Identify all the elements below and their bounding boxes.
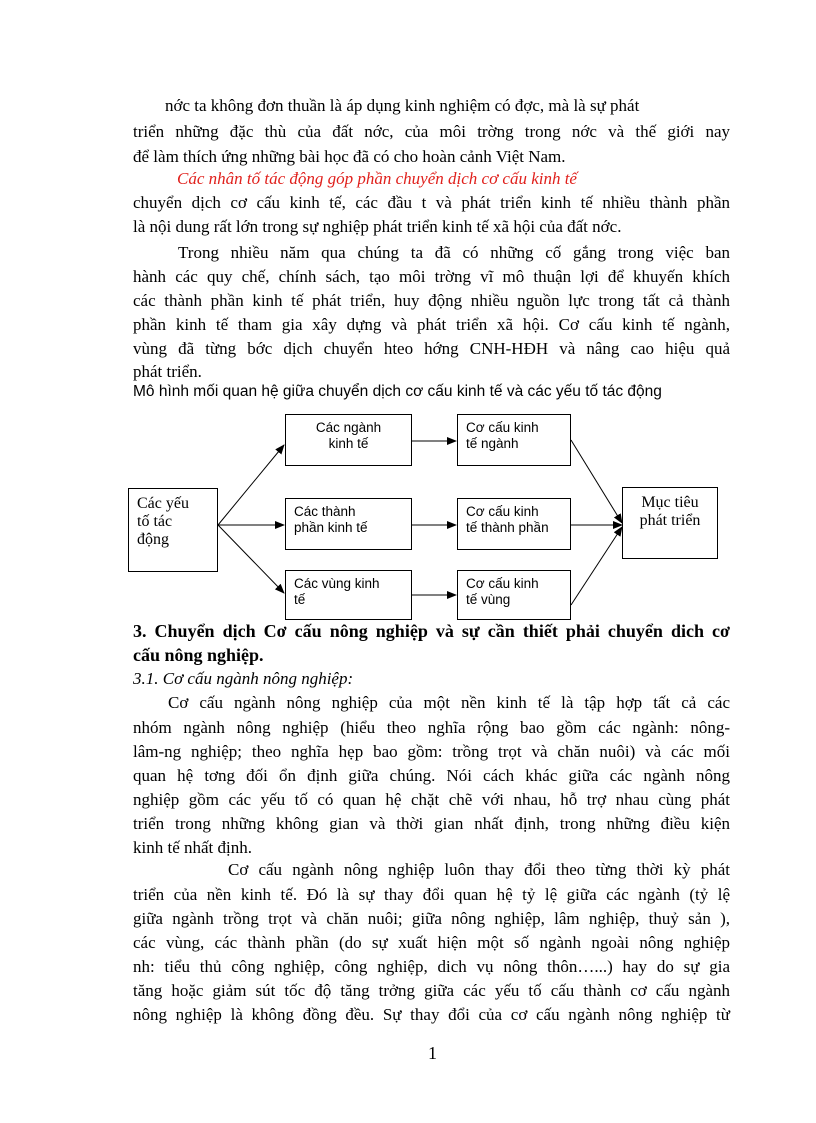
section-heading: 3. Chuyển dịch Cơ cấu nông nghiệp và sự cần thiết phải chuyển dich cơ	[133, 621, 730, 641]
text-line: phát triển.	[133, 362, 202, 381]
text-line: chuyển dịch cơ cấu kinh tế, các đầu t và phát triển kinh tế nhiều thành phần	[133, 193, 730, 212]
arrow-to-goal-3	[571, 527, 622, 605]
text-line: hành các quy chế, chính sách, tạo môi trờng vĩ mô thuận lợi để khuyến khích	[133, 267, 730, 286]
arrow-left-to-nganh	[218, 445, 284, 525]
box-co-cau-vung: Cơ cấu kinh tế vùng	[457, 570, 571, 620]
text-line: các thành phần kinh tế phát triển, huy động nhiều nguồn lực trong tất cả thành	[133, 291, 730, 310]
text-line: nớc ta không đơn thuần là áp dụng kinh nghiệm có đợc, mà là sự phát	[165, 96, 640, 115]
text-line: Cơ cấu ngành nông nghiệp luôn thay đổi theo từng thời kỳ phát	[228, 860, 730, 879]
box-cac-thanh-phan: Các thành phần kinh tế	[285, 498, 412, 550]
text-line: triển trong những không gian và thời gian nhất định, trong những điều kiện	[133, 814, 730, 833]
box-co-cau-thanh-phan: Cơ cấu kinh tế thành phần	[457, 498, 571, 550]
text-line: triển của nền kinh tế. Đó là sự thay đổi quan hệ tỷ lệ giữa các ngành (tỷ lệ	[133, 885, 730, 904]
text-line: là nội dung rất lớn trong sự nghiệp phát triển kinh tế xã hội của đất nớc.	[133, 217, 622, 236]
text-line: các vùng, các thành phần (do sự xuất hiện một số ngành ngoài nông nghiệp	[133, 933, 730, 952]
text-line: vùng đã từng bớc dịch chuyển hteo hớng CNH-HĐH và nâng cao hiệu quả	[133, 339, 730, 358]
box-co-cau-nganh: Cơ cấu kinh tế ngành	[457, 414, 571, 466]
factors-box: Các yếu tố tác động	[128, 488, 218, 572]
text-line: nghiệp gồm các yếu tố có quan hệ chặt chẽ với nhau, hỗ trợ nhau cùng phát	[133, 790, 730, 809]
text-line: tăng hoặc giảm sút tốc độ tăng trởng giữa các yếu tố cấu thành cơ cấu ngành	[133, 981, 730, 1000]
box-cac-vung: Các vùng kinh tế	[285, 570, 412, 620]
text-line: Trong nhiều năm qua chúng ta đã có những cố gắng trong việc ban	[178, 243, 730, 262]
text-line: nông nghiệp là không đồng đều. Sự thay đổi của cơ cấu ngành nông nghiệp từ	[133, 1005, 730, 1024]
subheading: 3.1. Cơ cấu ngành nông nghiệp:	[133, 669, 354, 688]
text-line: quan hệ tơng đối ổn định giữa chúng. Nói cách khác giữa các ngành nông	[133, 766, 730, 785]
text-line: giữa ngành trồng trọt và chăn nuôi; giữa nông nghiệp, lâm nghiệp, thuỷ sản ),	[133, 909, 730, 928]
text-line: nhóm ngành nông nghiệp (hiểu theo nghĩa rộng bao gồm các ngành: nông-	[133, 718, 730, 737]
box-cac-nganh: Các ngành kinh tế	[285, 414, 412, 466]
arrow-left-to-vung	[218, 525, 284, 593]
arrow-to-goal-1	[571, 440, 622, 523]
text-line: Cơ cấu ngành nông nghiệp của một nền kinh tế là tập hợp tất cả các	[168, 693, 730, 712]
diagram-caption: Mô hình mối quan hệ giữa chuyển dịch cơ cấu kinh tế và các yếu tố tác động	[133, 383, 662, 400]
text-line: để làm thích ứng những bài học đã có cho hoàn cảnh Việt Nam.	[133, 147, 566, 166]
red-heading: Các nhân tố tác động góp phần chuyển dịch cơ cấu kinh tế	[177, 169, 577, 188]
text-line: kinh tế nhất định.	[133, 838, 252, 857]
text-line: triển những đặc thù của đất nớc, của môi trờng trong nớc và thế giới nay	[133, 122, 730, 141]
section-heading: cấu nông nghiệp.	[133, 645, 264, 665]
page-number: 1	[428, 1043, 437, 1063]
goal-box: Mục tiêu phát triển	[622, 487, 718, 559]
text-line: lâm-ng nghiệp; theo nghĩa hẹp bao gồm: trồng trọt và chăn nuôi) và các mối	[133, 742, 730, 761]
text-line: phần kinh tế tham gia xây dựng và phát triển xã hội. Cơ cấu kinh tế ngành,	[133, 315, 730, 334]
text-line: nh: tiểu thủ công nghiệp, công nghiệp, dich vụ nông thôn…...) hay do sự gia	[133, 957, 730, 976]
